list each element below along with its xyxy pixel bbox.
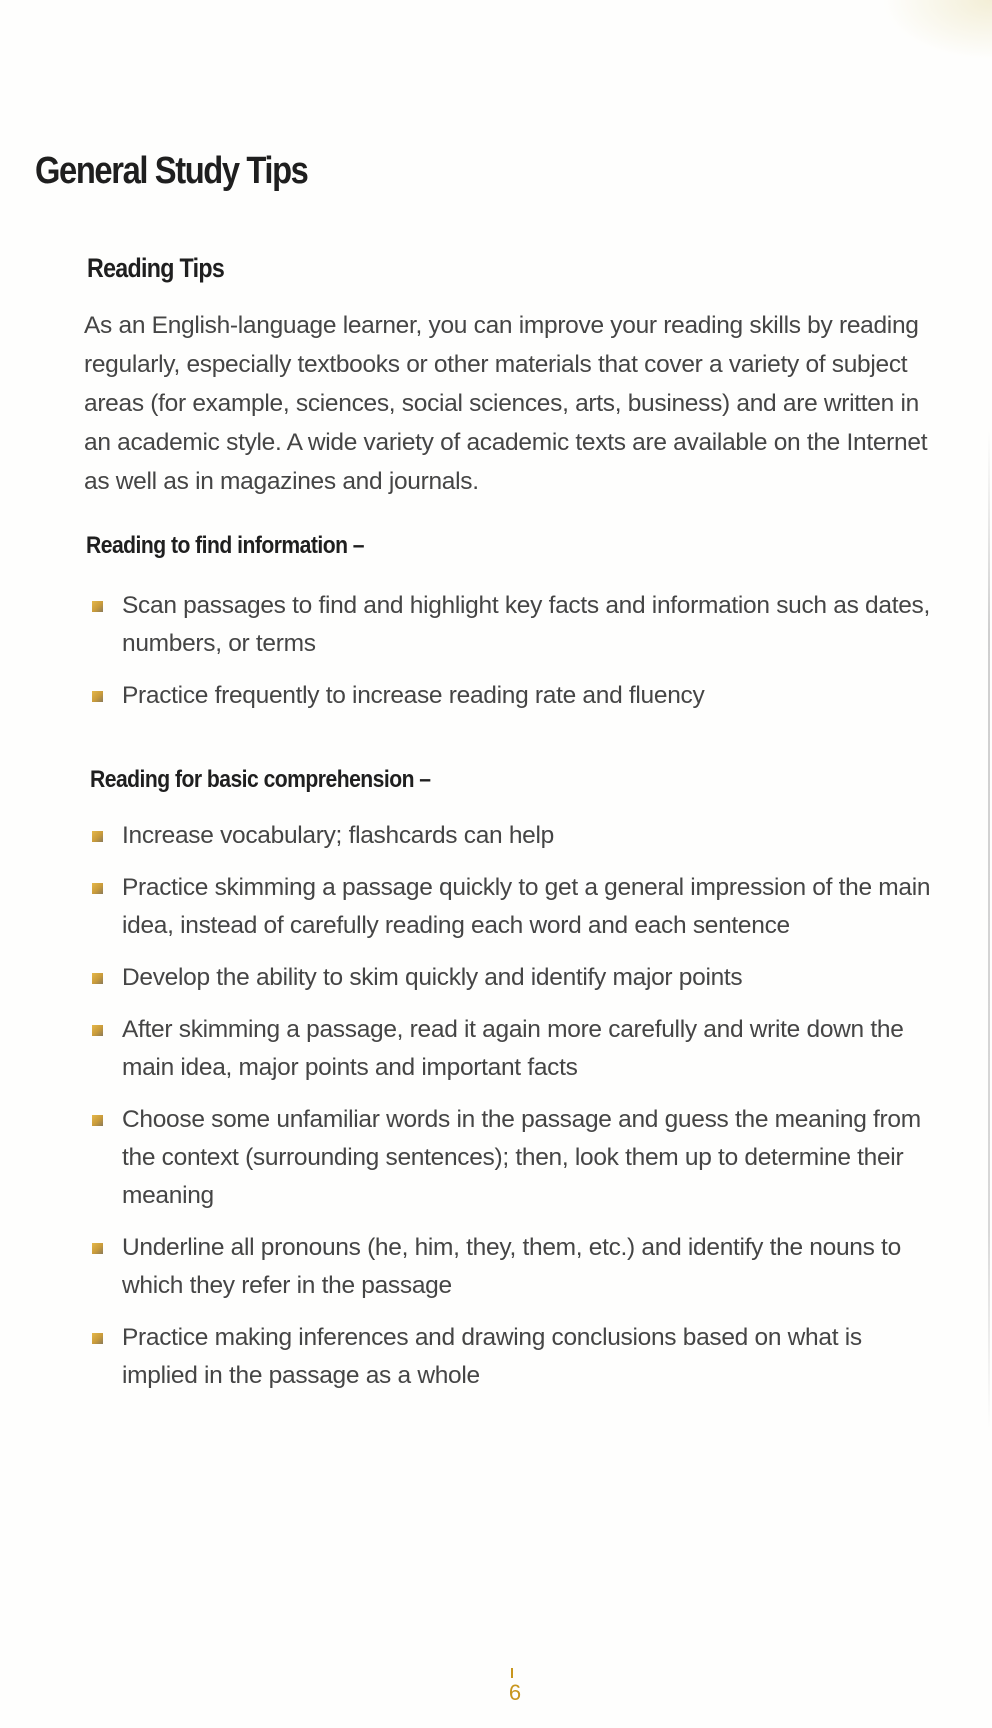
comprehension-list — [92, 817, 938, 1409]
list-item-text: Practice skimming a passage quickly to get a general impression of the main idea, instead of carefully reading each word and each sentence — [122, 874, 931, 939]
list-item-text: Develop the ability to skim quickly and identify major points — [122, 964, 743, 991]
square-bullet-icon — [92, 883, 103, 894]
square-bullet-icon — [92, 1025, 103, 1036]
square-bullet-icon — [92, 691, 103, 702]
square-bullet-icon — [92, 973, 103, 984]
list-item — [92, 1101, 938, 1215]
intro-paragraph: As an English-language learner, you can improve your reading skills by reading regularly, especially textbooks or other materials that cover a variety of subject areas (for example, sciences, social sciences, arts, business) and are written in an academic style. A wide variety of academic texts are available on the Internet as well as in magazines and journals. — [84, 312, 928, 495]
comprehension-heading: Reading for basic comprehension – — [90, 766, 431, 793]
page-corner-tint — [882, 0, 992, 60]
square-bullet-icon — [92, 1243, 103, 1254]
list-item-text: Practice frequently to increase reading rate and fluency — [122, 682, 705, 709]
section-title: Reading Tips — [87, 253, 225, 283]
page-edge-shadow — [988, 430, 990, 1430]
list-item — [92, 959, 938, 997]
page-number-tick — [511, 1668, 513, 1678]
page-number: 6 — [508, 1680, 522, 1705]
list-item — [92, 1011, 938, 1087]
square-bullet-icon — [92, 1115, 103, 1126]
square-bullet-icon — [92, 831, 103, 842]
list-item-text: After skimming a passage, read it again more carefully and write down the main idea, major points and important facts — [122, 1016, 904, 1081]
list-item-text: Practice making inferences and drawing conclusions based on what is implied in the passage as a whole — [122, 1324, 862, 1389]
page-title: General Study Tips — [35, 150, 308, 192]
list-item — [92, 869, 938, 945]
list-item — [92, 587, 938, 663]
find-info-list — [92, 587, 938, 729]
list-item — [92, 817, 938, 855]
list-item-text: Increase vocabulary; flashcards can help — [122, 822, 554, 849]
list-item-text: Choose some unfamiliar words in the passage and guess the meaning from the context (surrounding sentences); then, look them up to determine their meaning — [122, 1106, 921, 1209]
list-item — [92, 677, 938, 715]
square-bullet-icon — [92, 601, 103, 612]
list-item — [92, 1229, 938, 1305]
square-bullet-icon — [92, 1333, 103, 1344]
list-item — [92, 1319, 938, 1395]
list-item-text: Underline all pronouns (he, him, they, them, etc.) and identify the nouns to which they refer in the passage — [122, 1234, 901, 1299]
list-item-text: Scan passages to find and highlight key facts and information such as dates, numbers, or terms — [122, 592, 930, 657]
find-info-heading: Reading to find information – — [86, 532, 365, 559]
